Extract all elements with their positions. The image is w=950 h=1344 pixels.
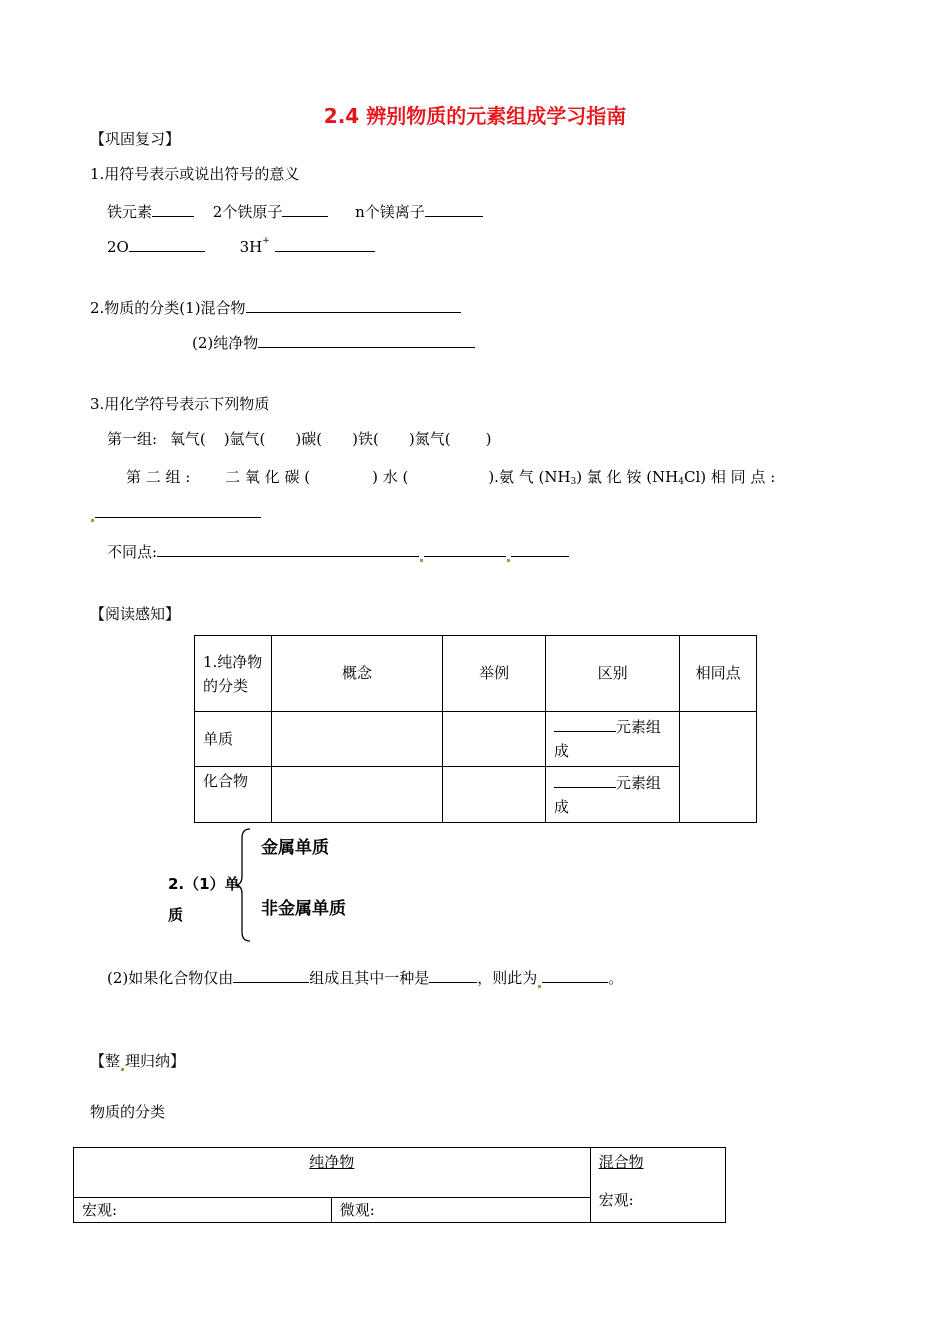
group2-ammonium-chloride: ) 氯 化 铵 (NH (576, 468, 679, 486)
answer-blank[interactable] (554, 716, 616, 732)
mark-dot (420, 559, 423, 562)
brace-question-label: 2.（1）单 (168, 875, 240, 893)
mixture-macro-label: 宏观: (598, 1191, 634, 1209)
question-1: 1.用符号表示或说出符号的意义 (90, 165, 300, 183)
group-2 (126, 466, 775, 487)
subscript: 4 (678, 477, 684, 487)
table-cell-difference (545, 767, 680, 823)
q1-line-2 (107, 236, 375, 256)
group1-label: 第一组: (107, 430, 158, 448)
table-header-cell: 1.纯净物的分类 (195, 636, 272, 712)
question-2 (90, 297, 461, 318)
summary-table (73, 1147, 726, 1223)
classification-table (194, 635, 757, 823)
difference-label: 不同点: (107, 543, 158, 561)
brace-question-label-2: 质 (168, 906, 184, 924)
q2-text-part: 组成且其中一种是 (309, 969, 430, 987)
mark-dot (121, 1068, 124, 1071)
answer-blank[interactable] (95, 502, 261, 518)
group2-co2: 二 氧 化 碳 ( (225, 468, 311, 486)
table-cell[interactable] (443, 712, 545, 767)
q2-text-part: (2)如果化合物仅由 (107, 969, 234, 987)
element-composition-text: 元素组成 (553, 773, 661, 816)
group2-ammonia: ).氨 气 (NH (488, 468, 571, 486)
mark-dot (91, 519, 94, 522)
summary-subtitle: 物质的分类 (90, 1103, 166, 1121)
group2-label: 第 二 组 : (126, 468, 191, 486)
answer-blank[interactable] (246, 297, 461, 313)
group2-water: ) 水 ( (372, 468, 409, 486)
mixture-label: 混合物 (598, 1153, 644, 1171)
group1-carbon: )碳( (295, 430, 323, 448)
brace-bottom-label: 非金属单质 (261, 899, 346, 919)
table-cell-difference (545, 712, 680, 767)
macro-cell[interactable]: 宏观: (74, 1198, 332, 1223)
element-composition-text: 元素组成 (553, 718, 661, 760)
subscript: 3 (570, 477, 577, 487)
answer-blank[interactable] (424, 541, 506, 557)
pure-substance-label: 纯净物 (309, 1153, 355, 1171)
section-heading-summary: 【整 理归纳】 (90, 1052, 186, 1070)
q2-text-part: 。 (608, 969, 624, 987)
page-title: 2.4 辨别物质的元素组成学习指南 (323, 104, 627, 128)
group1-argon: )氩气( (223, 430, 266, 448)
common-points-line (90, 502, 261, 522)
answer-blank[interactable] (157, 541, 419, 557)
reading-question-2 (107, 967, 623, 988)
difference-line (107, 541, 569, 562)
charge-superscript: + (262, 236, 270, 246)
table-header-cell: 举例 (443, 636, 545, 712)
group2-common-points: Cl) 相 同 点 : (684, 468, 776, 486)
answer-blank[interactable] (282, 201, 328, 217)
answer-blank[interactable] (542, 967, 608, 983)
q1-item-2o: 2O (107, 238, 129, 256)
mark-dot (538, 985, 541, 988)
q2-text-part: ，则此为 (477, 969, 538, 987)
answer-blank[interactable] (425, 201, 483, 217)
group1-close: ) (485, 430, 492, 448)
question-2b (192, 332, 475, 353)
answer-blank[interactable] (233, 967, 309, 983)
group1-nitrogen: )氮气( (408, 430, 451, 448)
micro-cell[interactable]: 微观: (331, 1198, 590, 1223)
q1-item-iron-atoms: 2个铁原子 (212, 203, 283, 221)
q1-item-mg-ions: n个镁离子 (355, 203, 425, 221)
table-header-cell: 区别 (545, 636, 680, 712)
answer-blank[interactable] (554, 772, 616, 788)
table-header-cell: 概念 (271, 636, 443, 712)
mixture-cell (590, 1148, 725, 1223)
answer-blank[interactable] (129, 236, 205, 252)
table-cell[interactable] (680, 712, 757, 823)
table-cell[interactable] (443, 767, 545, 823)
answer-blank[interactable] (429, 967, 477, 983)
mark-dot (507, 559, 510, 562)
table-header-cell: 相同点 (680, 636, 757, 712)
answer-blank[interactable] (258, 332, 475, 348)
brace-top-label: 金属单质 (261, 838, 329, 858)
q1-item-3h: 3H (239, 238, 263, 256)
table-row-label: 化合物 (195, 767, 272, 823)
table-cell[interactable] (271, 767, 443, 823)
pure-substance-cell (74, 1148, 591, 1198)
table-cell[interactable] (271, 712, 443, 767)
section-heading-review: 【巩固复习】 (90, 130, 181, 148)
q1-line-1 (107, 201, 483, 222)
q1-item-iron-element: 铁元素 (107, 203, 153, 221)
question-3: 3.用化学符号表示下列物质 (90, 395, 270, 413)
table-row-label: 单质 (195, 712, 272, 767)
answer-blank[interactable] (511, 541, 569, 557)
answer-blank[interactable] (152, 201, 194, 217)
q2-pure-label: (2)纯净物 (192, 334, 259, 352)
q2-mixture-label: 2.物质的分类(1)混合物 (90, 299, 246, 317)
group-1 (107, 428, 491, 449)
group1-iron: )铁( (352, 430, 379, 448)
group1-oxygen: 氧气( (169, 430, 206, 448)
section-heading-reading: 【阅读感知】 (90, 605, 181, 623)
answer-blank[interactable] (275, 236, 375, 252)
